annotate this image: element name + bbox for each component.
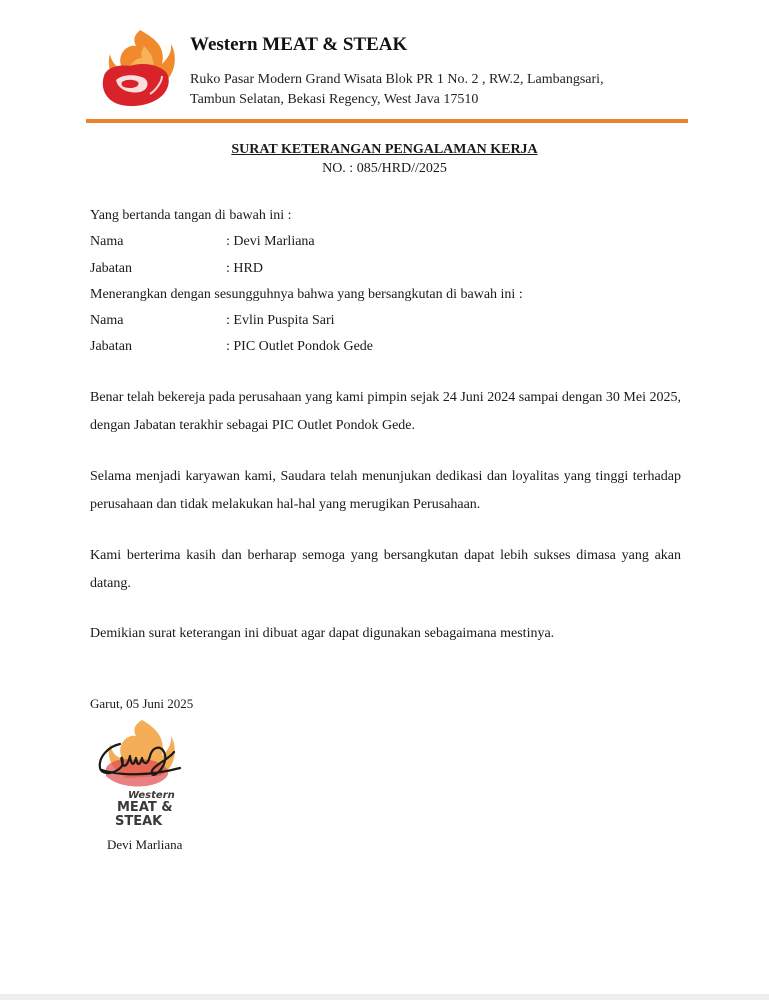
signature-stamp (90, 714, 200, 830)
paragraph-thanks: Kami berterima kasih dan berharap semoga yang bersangkutan dapat lebih sukses dimasa yang akan datang. (90, 548, 681, 591)
header-divider (86, 119, 688, 123)
place-date: Garut, 05 Juni 2025 (90, 696, 194, 711)
signatory-position-value: : HRD (226, 261, 263, 276)
signatory-name-value: : Devi Marliana (226, 234, 315, 249)
document-number: NO. : 085/HRD//2025 (322, 161, 447, 176)
subject-name-value: : Evlin Puspita Sari (226, 313, 335, 328)
signatory-name-label: Nama (90, 234, 124, 249)
signer-name: Devi Marliana (107, 837, 183, 852)
document-title: SURAT KETERANGAN PENGALAMAN KERJA (231, 142, 538, 157)
subject-position-label: Jabatan (90, 339, 132, 354)
stamp-line-2: MEAT & (117, 800, 173, 815)
stamp-line-3: STEAK (115, 814, 163, 829)
stamp-line-1: Western (128, 790, 175, 801)
address-line-1: Ruko Pasar Modern Grand Wisata Blok PR 1 No. 2 , RW.2, Lambangsari, (190, 72, 604, 87)
subject-intro: Menerangkan dengan sesungguhnya bahwa yang bersangkutan di bawah ini : (90, 287, 523, 302)
paragraph-employment-period: Benar telah bekereja pada perusahaan yang kami pimpin sejak 24 Juni 2024 sampai dengan 30 Mei 2025, dengan Jabatan terakhir sebagai PIC Outlet Pondok Gede. (90, 390, 681, 433)
viewer-bottom-edge (0, 994, 769, 1000)
paragraph-dedication: Selama menjadi karyawan kami, Saudara telah menunjukan dedikasi dan loyalitas yang tinggi terhadap perusahaan dan tidak melakukan hal-hal yang merugikan Perusahaan. (90, 469, 681, 512)
signatory-position-label: Jabatan (90, 261, 132, 276)
subject-position-value: : PIC Outlet Pondok Gede (226, 339, 373, 354)
paragraph-closing: Demikian surat keterangan ini dibuat agar dapat digunakan sebagaimana mestinya. (90, 626, 555, 641)
company-address (190, 70, 604, 110)
flame-steak-logo-icon (96, 24, 178, 116)
signatory-intro: Yang bertanda tangan di bawah ini : (90, 208, 292, 223)
subject-name-label: Nama (90, 313, 124, 328)
address-line-2: Tambun Selatan, Bekasi Regency, West Java 17510 (190, 92, 479, 107)
company-name: Western MEAT & STEAK (190, 34, 408, 55)
